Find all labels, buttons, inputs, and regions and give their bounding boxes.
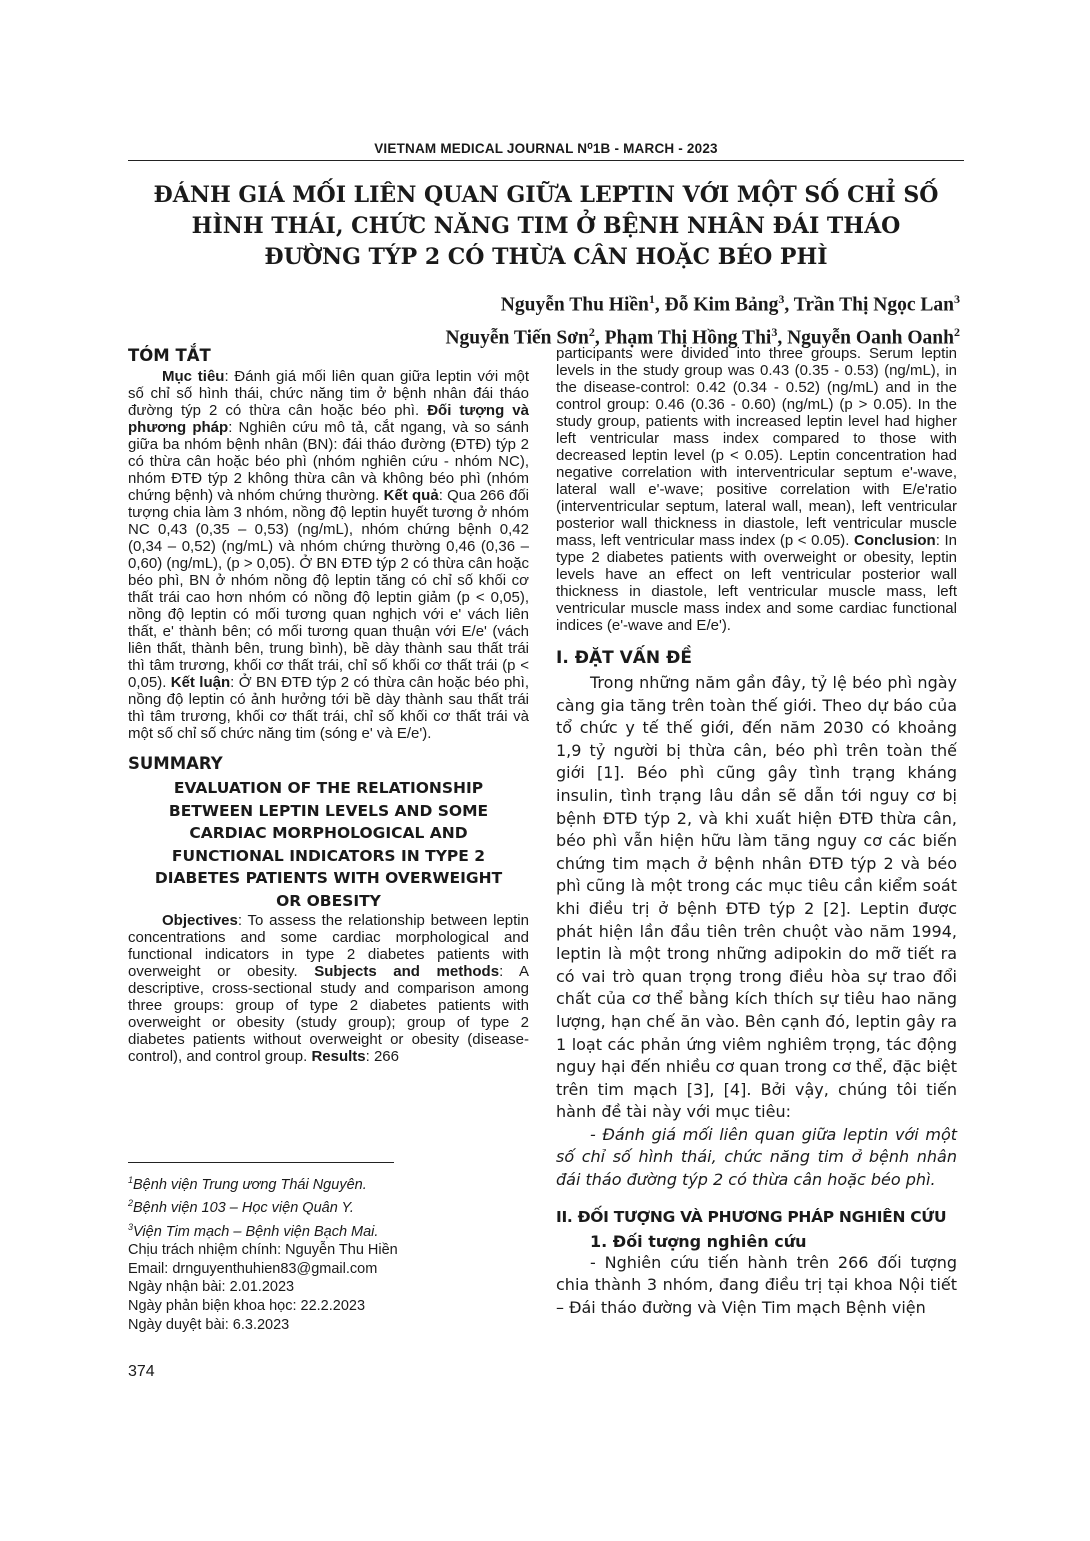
section-2-heading: II. ĐỐI TƯỢNG VÀ PHƯƠNG PHÁP NGHIÊN CỨU [556,1207,947,1226]
footnotes [128,1171,528,1334]
authors [445,286,960,351]
corresponding-author: Chịu trách nhiệm chính: Nguyễn Thu Hiền [128,1242,398,1259]
results-text-en: participants were divided into three groups. Serum leptin levels in the study group was 0.43 (0.35 - 0.53) (ng/mL), in the disease-control: 0.42 (0.34 - 0.52) (ng/mL) and in the control group: 0.46 (0.36 - 0.60) (ng/mL) (p > 0.05). In the study group, patients with increased leptin level had higher left ventricular mass index compared to those with decreased leptin level (p < 0.05). Leptin concentration had negative correlation with interventricular septum e'-wave, lateral wall e'-wave; positive correlation with E/e'ratio (interventricular septum, lateral wall, mean), left ventricular posterior wall thickness in diastole, left ventricular muscle mass, left ventricular mass index (p < 0.05). [556,345,957,549]
summary-heading: SUMMARY [128,754,223,773]
results-text-en-cont [556,345,957,634]
subjects-methods-label: Subjects and methods [314,963,500,980]
abstract-vi-body [128,368,529,742]
objectives-text: : To assess the relationship between leptin concentrations and some cardiac morphological and functional indicators in type 2 diabetes patients with overweight or obesity. [128,912,529,980]
objectives-label: Objectives [162,912,238,929]
results-text-en-start: : 266 [365,1048,399,1065]
conclusion-label: Kết luận [170,674,231,691]
author-affiliation: 2 [954,324,960,339]
conclusion-text-en: : In type 2 diabetes patients with overweight or obesity, leptin levels have an effect on left ventricular posterior wall thickness in diastole, left ventricular muscle mass, left ventricular muscle mass index and some cardiac functional indices (e'-wave and E/e'). [556,532,957,634]
study-objective: - Đánh giá mối liên quan giữa leptin với một số chỉ số hình thái, chức năng tim ở bệnh nhân đái tháo đường týp 2 có thừa cân hoặc béo phì. [556,1124,957,1190]
methods-text: : Nghiên cứu mô tả, cắt ngang, và so sánh giữa ba nhóm bệnh nhân (BN): đái tháo đường (ĐTĐ) týp 2 có thừa cân hoặc béo phì (nhóm nghiên cứu - nhóm NC), nhóm ĐTĐ týp 2 không thừa cân và không béo phì (nhóm chứng bệnh) và nhóm chứng thường. [128,419,529,504]
results-label-en: Results [311,1048,366,1065]
summary-body [128,912,529,1065]
email[interactable]: Email: drnguyenthuhien83@gmail.com [128,1260,378,1277]
right-column [556,345,957,1319]
affiliation-1: $^1$Bệnh viện Trung ương Thái Nguyên. [128,1175,367,1193]
abstract-heading: TÓM TẮT [128,346,211,365]
objective-text: : Đánh giá mối liên quan giữa leptin với một số chỉ số hình thái, chức năng tim ở bệnh nhân đái tháo đường týp 2 có thừa cân hoặc béo phì. [128,368,529,419]
results-text: : Qua 266 đối tượng chia làm 3 nhóm, nồng độ leptin huyết tương ở nhóm NC 0,43 (0,35 – 0,53) (ng/mL), nhóm chứng bệnh 0,42 (0,34 – 0,52) (ng/mL) và nhóm chứng thường 0,46 (0,36 – 0,60) (ng/mL), (p > 0,05). Ở BN ĐTĐ týp 2 có thừa cân hoặc béo phì, BN ở nhóm nồng độ leptin tăng có chỉ số khối cơ thất trái cao hơn nhóm có nồng độ leptin giảm (p < 0,05), nồng độ leptin có mối tương quan nghịch với e' vách liên thất, e' thành bên; có mối tương quan thuận với E/e' (vách liên thất, thành bên, trung bình), bề dày thành sau thất trái thì tâm trương, khối cơ thất trái, chỉ số khối cơ thất trái (p < 0,05). [128,487,529,691]
affiliation-2: $^2$Bệnh viện 103 – Học viện Quân Y. [128,1198,354,1217]
section-2-body: - Nghiên cứu tiến hành trên 266 đối tượng chia thành 3 nhóm, đang điều trị tại khoa Nội tiết – Đái tháo đường và Viện Tim mạch Bệnh viện [556,1252,957,1317]
summary-title: EVALUATION OF THE RELATIONSHIP BETWEEN LEPTIN LEVELS AND SOME CARDIAC MORPHOLOGICAL AND FUNCTIONAL INDICATORS IN TYPE 2 DIABETES PATIENTS WITH OVERWEIGHT OR OBESITY [154,779,503,910]
subjects-methods-text: : A descriptive, cross-sectional study and comparison among three groups: group of type 2 diabetes patients with overweight or obesity (study group); group of type 2 diabetes patients without overweight or obesity (disease-control), and control group. [128,963,529,1065]
left-column [128,346,529,1065]
author-affiliation: 3 [778,292,785,306]
received-date: Ngày nhận bài: 2.01.2023 [128,1279,295,1296]
review-date: Ngày phản biện khoa học: 22.2.2023 [128,1298,366,1315]
footnote-rule [128,1162,394,1163]
conclusion-label-en: Conclusion [854,532,936,549]
subsection-1-heading: 1. Đối tượng nghiên cứu [590,1231,807,1251]
accepted-date: Ngày duyệt bài: 6.3.2023 [128,1316,290,1333]
author-name: Phạm Thị Hồng Thi [604,327,772,348]
affiliation-3: $^3$Viện Tim mạch – Bệnh viện Bạch Mai. [128,1221,379,1240]
results-label: Kết quả [383,487,439,504]
journal-header: VIETNAM MEDICAL JOURNAL N⁰1B - MARCH - 2023 [374,141,718,156]
methods-label: Đối tượng và phương pháp [128,402,529,436]
author-affiliation: 1 [648,292,655,306]
author-affiliation: 2 [588,324,595,339]
section-1-heading: I. ĐẶT VẤN ĐỀ [556,648,692,668]
author-affiliation: 3 [954,292,960,306]
author-affiliation: 3 [771,324,778,339]
objective-label: Mục tiêu [162,368,225,385]
header-rule [128,160,964,161]
conclusion-text: : Ở BN ĐTĐ týp 2 có thừa cân hoặc béo phì, nồng độ leptin có ảnh hưởng tới bề dày thành sau thất trái thì tâm trương, khối cơ thất trái, chỉ số khối cơ thất trái và một số chỉ số chức năng tim (sóng e' và E/e'). [128,674,529,742]
section-1-body: Trong những năm gần đây, tỷ lệ béo phì ngày càng gia tăng trên toàn thế giới. Theo dự báo của tổ chức y tế thế giới, đến năm 2030 có khoảng 1,9 tỷ người bị thừa cân, béo phì trên toàn thế giới [1]. Béo phì cũng gây tình trạng kháng insulin, tình trạng lâu dần sẽ dẫn tới nguy cơ bị bệnh ĐTĐ týp 2, và khi xuất hiện ĐTĐ thừa cân, béo phì vẫn hiện hữu làm tăng nguy cơ các biến chứng tim mạch ở bệnh nhân ĐTĐ týp 2 và béo phì cũng là một trong các mục tiêu cần kiểm soát khi điều trị ở bệnh ĐTĐ týp 2 [2]. Leptin được phát hiện lần đầu tiên trên chuột vào năm 1994, leptin là một trong những adipokin do mỡ tiết ra có vai trò quan trọng trong điều hòa sự trao đổi chất của cơ thể bằng kích thích sự tiêu hao năng lượng, hạn chế ăn vào. Bên cạnh đó, leptin gây ra 1 loạt các phản ứng viêm nghiêm trọng, tác động nguy hại đến nhiều cơ quan trong cơ thể, đặc biệt trên tim mạch [3], [4]. Bởi vậy, chúng tôi tiến hành đề tài này với mục tiêu: [556,673,957,1122]
page-number: 374 [128,1363,155,1380]
author-name: Nguyễn Thu Hiền [500,294,649,316]
author-name: Nguyễn Oanh Oanh [787,327,954,348]
article-title: ĐÁNH GIÁ MỐI LIÊN QUAN GIỮA LEPTIN VỚI MỘT SỐ CHỈ SỐ HÌNH THÁI, CHỨC NĂNG TIM Ở BỆNH NHÂN ĐÁI THÁO ĐƯỜNG TÝP 2 CÓ THỪA CÂN HOẶC BÉO PHÌ [153,182,939,270]
authors-line-2: Nguyễn Tiến Sơn$^2$, Phạm Thị Hồng Thi$^3$, Nguyễn Oanh Oanh$^2$ [445,324,960,348]
author-name: Đỗ Kim Bảng [664,294,779,316]
authors-line-1: Nguyễn Thu Hiền$^1$, Đỗ Kim Bảng$^3$, Trần Thị Ngọc Lan$^3$ [500,292,960,316]
author-name: Nguyễn Tiến Sơn [445,327,589,348]
author-name: Trần Thị Ngọc Lan [793,294,954,316]
